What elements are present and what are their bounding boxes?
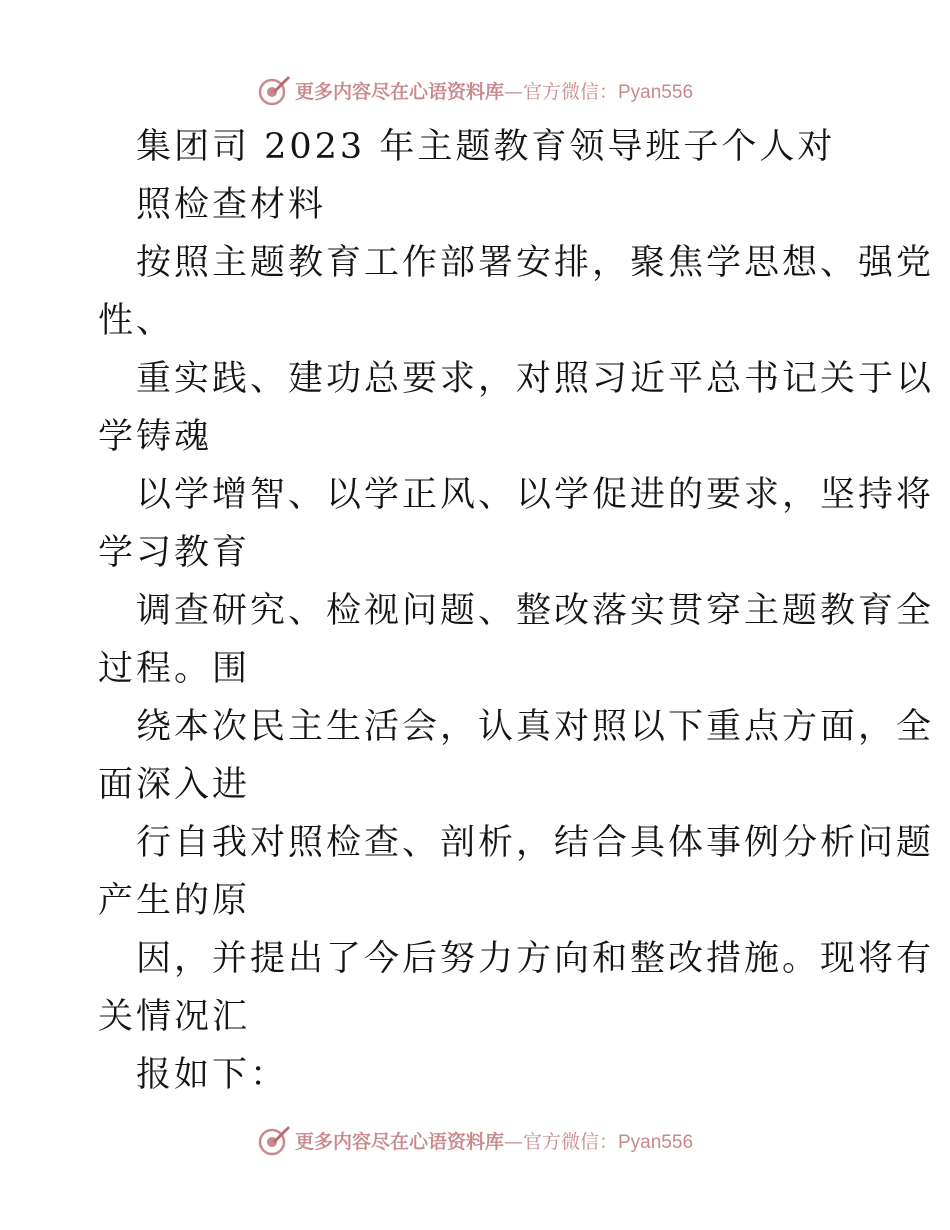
- paragraph-line: 性、: [98, 301, 175, 341]
- watermark-id: Pyan556: [618, 81, 694, 103]
- paragraph-line: 面深入进: [98, 765, 251, 805]
- watermark-id: Pyan556: [618, 1131, 694, 1153]
- quill-stamp-icon: [257, 73, 291, 107]
- watermark-text: [295, 77, 693, 104]
- document-title-line-2: 照检查材料: [136, 185, 327, 225]
- watermark-text: [295, 1127, 693, 1154]
- quill-stamp-icon: [257, 1123, 291, 1157]
- header-watermark: [0, 70, 950, 110]
- paragraph-line: 报如下：: [136, 1055, 289, 1095]
- paragraph-line: 学铸魂: [98, 417, 213, 457]
- paragraph-line: 过程。围: [98, 649, 251, 689]
- paragraph-line: 行自我对照检查、剖析，结合具体事例分析问题: [136, 823, 935, 863]
- watermark-label: 官方微信：: [522, 80, 618, 103]
- footer-watermark: [0, 1120, 950, 1160]
- paragraph-line: 学习教育: [98, 533, 251, 573]
- paragraph-line: 重实践、建功总要求，对照习近平总书记关于以: [136, 359, 935, 399]
- watermark-main: 更多内容尽在心语资料库: [294, 80, 504, 103]
- paragraph-line: 调查研究、检视问题、整改落实贯穿主题教育全: [136, 591, 935, 631]
- watermark-label: 官方微信：: [522, 1130, 618, 1153]
- watermark-dash: —: [503, 1130, 523, 1153]
- watermark-dash: —: [503, 80, 523, 103]
- watermark-main: 更多内容尽在心语资料库: [294, 1130, 504, 1153]
- paragraph-line: 按照主题教育工作部署安排，聚焦学思想、强党: [136, 243, 935, 283]
- paragraph-line: 以学增智、以学正风、以学促进的要求，坚持将: [136, 475, 935, 515]
- paragraph-line: 因，并提出了今后努力方向和整改措施。现将有: [136, 939, 935, 979]
- document-title-line-1: 集团司 2023 年主题教育领导班子个人对: [136, 127, 836, 167]
- paragraph-line: 关情况汇: [98, 997, 251, 1037]
- paragraph-line: 绕本次民主生活会，认真对照以下重点方面，全: [136, 707, 935, 747]
- paragraph-line: 产生的原: [98, 881, 251, 921]
